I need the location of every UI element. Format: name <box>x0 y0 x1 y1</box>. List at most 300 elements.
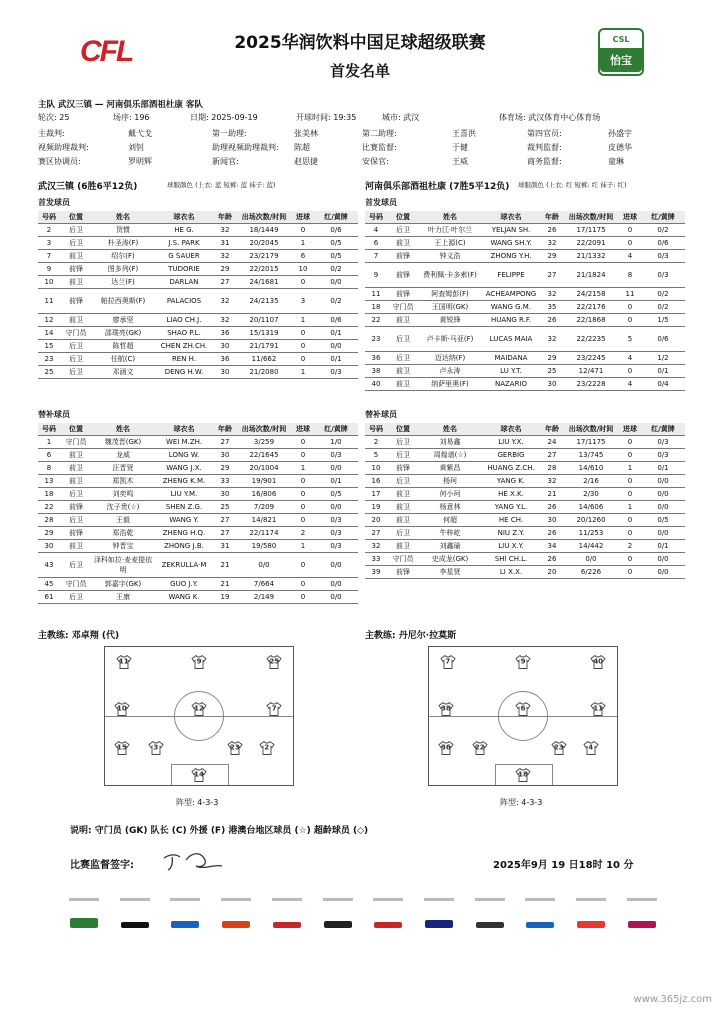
player-name: 纳萨里奥(F) <box>419 378 481 391</box>
player-goals: 1 <box>292 237 314 250</box>
column-header: 出场次数/时间 <box>563 423 619 436</box>
player-cards: 0/0 <box>314 276 358 289</box>
shirt-icon <box>515 702 531 717</box>
cfl-logo: CFL <box>80 35 133 68</box>
shirt-icon <box>583 740 599 755</box>
shirt-icon <box>515 768 531 783</box>
player-cards: 0/0 <box>314 501 358 514</box>
player-name: 郑凯木 <box>92 475 154 488</box>
column-header: 球衣名 <box>481 211 541 224</box>
home-starters-label: 首发球员 <box>38 198 70 207</box>
player-apps: 2/30 <box>563 488 619 501</box>
shirt-icon <box>148 740 164 755</box>
player-apps: 22/2176 <box>563 301 619 314</box>
table-row <box>365 540 685 553</box>
player-shirt: WANG K. <box>154 591 214 604</box>
shirt-icon <box>191 655 207 670</box>
player-goals: 0 <box>292 276 314 289</box>
official-label: 新闻官: <box>212 157 239 166</box>
column-header: 进球 <box>619 423 641 436</box>
player-age: 35 <box>541 301 563 314</box>
shirt-number: 7 <box>445 657 451 666</box>
player-shirt: ZHONG Y.H. <box>481 250 541 263</box>
handwritten-signature <box>160 846 230 874</box>
sponsor-logo <box>68 898 100 928</box>
player-no: 2 <box>38 224 60 237</box>
player-shirt: WEI M.ZH. <box>154 436 214 449</box>
player-name: 牛梓屹 <box>419 527 481 540</box>
player-no: 1 <box>38 436 60 449</box>
player-cards: 0/6 <box>641 237 685 250</box>
player-goals: 1 <box>292 462 314 475</box>
player-apps: 22/2235 <box>563 327 619 352</box>
player-cards: 0/0 <box>641 553 685 566</box>
player-shirt: HE X.K. <box>481 488 541 501</box>
table-row <box>365 527 685 540</box>
player-no: 25 <box>38 366 60 379</box>
player-name: 刘易鑫 <box>419 436 481 449</box>
sponsor-logo <box>271 898 303 928</box>
player-name: 阿查姆彭(F) <box>419 288 481 301</box>
player-cards: 0/6 <box>641 327 685 352</box>
player-apps: 21/1824 <box>563 263 619 288</box>
column-header: 位置 <box>60 211 92 224</box>
player-goals: 0 <box>619 527 641 540</box>
player-pos: 后卫 <box>387 327 419 352</box>
player-apps: 11/253 <box>563 527 619 540</box>
player-shirt: ACHEAMPONG <box>481 288 541 301</box>
player-apps: 21/1332 <box>563 250 619 263</box>
official-label: 赛区协调员: <box>38 157 81 166</box>
match-no: 场序: 196 <box>113 113 150 122</box>
player-apps: 14/821 <box>236 514 292 527</box>
player-age: 33 <box>214 475 236 488</box>
player-age: 30 <box>214 366 236 379</box>
player-cards: 0/3 <box>314 540 358 553</box>
player-apps: 22/2015 <box>236 263 292 276</box>
player-pos: 前锋 <box>387 288 419 301</box>
player-goals: 2 <box>292 527 314 540</box>
official-value: 王喜洪 <box>452 129 476 138</box>
player-shirt: NAZARIO <box>481 378 541 391</box>
player-no: 13 <box>38 475 60 488</box>
shirt-icon <box>515 655 531 670</box>
table-row <box>365 462 685 475</box>
player-apps: 7/664 <box>236 578 292 591</box>
table-row <box>38 263 358 276</box>
player-name: 黄紫昌 <box>419 462 481 475</box>
shirt-number: 36 <box>441 743 451 752</box>
player-goals: 8 <box>619 263 641 288</box>
column-header: 姓名 <box>92 423 154 436</box>
player-goals: 0 <box>619 224 641 237</box>
table-row <box>38 327 358 340</box>
player-shirt: G SAUER <box>154 250 214 263</box>
player-goals: 0 <box>619 514 641 527</box>
player-no: 17 <box>365 488 387 501</box>
player-no: 61 <box>38 591 60 604</box>
player-apps: 2/16 <box>563 475 619 488</box>
player-age: 27 <box>214 436 236 449</box>
player-shirt: SHAO P.L. <box>154 327 214 340</box>
player-age: 36 <box>214 327 236 340</box>
shirt-number: 11 <box>593 704 604 713</box>
player-pos: 前锋 <box>387 566 419 579</box>
column-header: 号码 <box>38 211 60 224</box>
player-name: 王康 <box>92 591 154 604</box>
player-apps: 15/1319 <box>236 327 292 340</box>
sponsor-logo <box>575 898 607 928</box>
shirt-icon <box>191 702 207 717</box>
table-row <box>38 276 358 289</box>
player-no: 40 <box>365 378 387 391</box>
player-shirt: REN H. <box>154 353 214 366</box>
player-name: 杨珂 <box>419 475 481 488</box>
player-no: 18 <box>38 488 60 501</box>
player-cards: 0/3 <box>641 449 685 462</box>
table-row <box>365 288 685 301</box>
player-pos: 后卫 <box>60 340 92 353</box>
player-goals: 0 <box>619 314 641 327</box>
official-label: 第一助理: <box>212 129 247 138</box>
table-row <box>365 301 685 314</box>
player-no: 6 <box>365 237 387 250</box>
player-no: 27 <box>365 527 387 540</box>
player-age: 32 <box>214 314 236 327</box>
shirt-icon <box>116 655 132 670</box>
shirt-number: 23 <box>553 743 564 752</box>
player-no: 4 <box>365 224 387 237</box>
shirt-number: 14 <box>194 770 204 779</box>
player-cards: 0/0 <box>641 566 685 579</box>
player-shirt: ZHONG J.B. <box>154 540 214 553</box>
table-row <box>365 488 685 501</box>
player-cards: 0/5 <box>314 237 358 250</box>
player-pos: 后卫 <box>387 449 419 462</box>
table-row <box>38 289 358 314</box>
player-goals: 0 <box>292 436 314 449</box>
official-value: 于健 <box>452 143 468 152</box>
sponsor-logo <box>423 898 455 928</box>
table-row <box>38 340 358 353</box>
player-shirt: LIAO CH.J. <box>154 314 214 327</box>
player-name: 王国明(GK) <box>419 301 481 314</box>
official-label: 比赛监督: <box>362 143 397 152</box>
player-no: 43 <box>38 553 60 578</box>
table-row <box>365 327 685 352</box>
column-header: 姓名 <box>92 211 154 224</box>
player-age: 32 <box>541 288 563 301</box>
player-no: 28 <box>38 514 60 527</box>
player-pos: 后卫 <box>387 224 419 237</box>
player-no: 36 <box>365 352 387 365</box>
sign-date: 2025年9月 19 日18时 10 分 <box>493 860 634 871</box>
player-age: 29 <box>214 263 236 276</box>
shirt-icon <box>472 740 488 755</box>
column-header: 年龄 <box>214 211 236 224</box>
player-cards: 0/3 <box>314 527 358 540</box>
table-row <box>38 314 358 327</box>
shirt-icon <box>590 655 606 670</box>
player-pos: 前卫 <box>60 276 92 289</box>
player-cards: 0/3 <box>314 366 358 379</box>
table-row <box>365 365 685 378</box>
sponsor-logo <box>474 898 506 928</box>
player-apps: 24/1681 <box>236 276 292 289</box>
player-shirt: FELIPPE <box>481 263 541 288</box>
player-name: 任航(C) <box>92 353 154 366</box>
player-cards: 0/1 <box>314 327 358 340</box>
shirt-number: 40 <box>593 657 604 666</box>
player-age: 27 <box>214 527 236 540</box>
page-title: 2025华润饮料中国足球超级联赛 <box>234 33 486 53</box>
player-age: 31 <box>214 237 236 250</box>
player-age: 29 <box>541 352 563 365</box>
column-header: 位置 <box>387 211 419 224</box>
official-value: 童琳 <box>608 157 624 166</box>
player-cards: 0/3 <box>641 263 685 288</box>
official-label: 主裁判: <box>38 129 65 138</box>
player-age: 26 <box>541 553 563 566</box>
player-goals: 0 <box>619 475 641 488</box>
player-name: 沈子贵(☆) <box>92 501 154 514</box>
shirt-icon <box>266 702 282 717</box>
player-apps: 16/806 <box>236 488 292 501</box>
player-name: 贺惯 <box>92 224 154 237</box>
sponsor-logo <box>119 898 151 928</box>
player-cards: 0/0 <box>641 488 685 501</box>
player-cards: 0/3 <box>641 436 685 449</box>
player-no: 10 <box>38 276 60 289</box>
player-pos: 后卫 <box>60 488 92 501</box>
player-age: 21 <box>214 578 236 591</box>
player-cards: 0/0 <box>314 578 358 591</box>
table-row <box>38 591 358 604</box>
player-no: 9 <box>365 263 387 288</box>
player-age: 32 <box>541 237 563 250</box>
player-cards: 0/2 <box>314 289 358 314</box>
player-apps: 19/901 <box>236 475 292 488</box>
shirt-icon <box>590 702 606 717</box>
player-age: 32 <box>214 224 236 237</box>
player-apps: 14/610 <box>563 462 619 475</box>
player-age: 28 <box>541 462 563 475</box>
player-name: 钟晋宝 <box>92 540 154 553</box>
player-cards: 0/0 <box>314 462 358 475</box>
column-header: 位置 <box>60 423 92 436</box>
table-row <box>38 540 358 553</box>
player-goals: 0 <box>292 475 314 488</box>
shirt-number: 2 <box>264 743 270 752</box>
player-goals: 0 <box>619 365 641 378</box>
player-goals: 0 <box>292 553 314 578</box>
player-goals: 0 <box>292 449 314 462</box>
player-goals: 0 <box>619 301 641 314</box>
player-shirt: HE G. <box>154 224 214 237</box>
player-age: 36 <box>214 353 236 366</box>
player-name: 邓涵文 <box>92 366 154 379</box>
player-age: 31 <box>214 540 236 553</box>
column-header: 年龄 <box>214 423 236 436</box>
player-age: 19 <box>214 591 236 604</box>
shirt-icon <box>440 655 456 670</box>
player-cards: 1/5 <box>641 314 685 327</box>
player-age: 27 <box>541 263 563 288</box>
player-pos: 前锋 <box>387 250 419 263</box>
player-apps: 21/2080 <box>236 366 292 379</box>
player-goals: 0 <box>619 237 641 250</box>
home-formation: 阵型: 4-3-3 <box>176 798 219 807</box>
player-cards: 0/2 <box>641 288 685 301</box>
player-apps: 20/1004 <box>236 462 292 475</box>
player-shirt: GUO J.Y. <box>154 578 214 591</box>
player-age: 25 <box>541 365 563 378</box>
player-no: 38 <box>365 365 387 378</box>
sponsor-logo-text: 怡宝 <box>600 48 642 72</box>
player-name: 何小珂 <box>419 488 481 501</box>
player-apps: 14/606 <box>563 501 619 514</box>
shirt-number: 10 <box>117 704 127 713</box>
column-header: 出场次数/时间 <box>236 211 292 224</box>
player-no: 23 <box>365 327 387 352</box>
player-cards: 0/1 <box>641 365 685 378</box>
player-shirt: WANG SH.Y. <box>481 237 541 250</box>
player-goals: 3 <box>292 289 314 314</box>
column-header: 红/黄牌 <box>314 423 358 436</box>
column-header: 红/黄牌 <box>641 423 685 436</box>
shirt-icon <box>438 740 454 755</box>
player-age: 21 <box>214 553 236 578</box>
player-no: 15 <box>38 340 60 353</box>
player-apps: 3/259 <box>236 436 292 449</box>
player-goals: 6 <box>292 250 314 263</box>
table-row <box>38 436 358 449</box>
player-pos: 后卫 <box>60 366 92 379</box>
player-no: 19 <box>365 501 387 514</box>
player-no: 2 <box>365 436 387 449</box>
player-pos: 前锋 <box>60 501 92 514</box>
table-row <box>38 488 358 501</box>
sponsor-logo <box>626 898 658 928</box>
player-shirt: HE CH. <box>481 514 541 527</box>
player-apps: 20/1260 <box>563 514 619 527</box>
player-shirt: ZHENG K.M. <box>154 475 214 488</box>
away-subs-label: 替补球员 <box>365 410 397 419</box>
home-kit: 球服颜色 (上衣: 蓝 短裤: 蓝 袜子: 蓝) <box>167 181 276 189</box>
player-age: 26 <box>541 527 563 540</box>
away-subs-table <box>365 423 685 579</box>
legend: 说明: 守门员 (GK) 队长 (C) 外援 (F) 港澳台地区球员 (☆) 超龄球员 (◇) <box>70 826 369 836</box>
player-cards: 0/0 <box>641 501 685 514</box>
table-row <box>365 514 685 527</box>
player-goals: 1 <box>619 462 641 475</box>
home-team-name: 武汉三镇 (6胜6平12负) <box>38 182 138 192</box>
match-date: 日期: 2025-09-19 <box>190 113 258 122</box>
table-row <box>365 314 685 327</box>
player-shirt: PALACIOS <box>154 289 214 314</box>
player-no: 18 <box>365 301 387 314</box>
official-label: 视频助理裁判: <box>38 143 89 152</box>
table-header-row <box>38 423 358 436</box>
player-apps: 20/2045 <box>236 237 292 250</box>
player-shirt: YANG K. <box>481 475 541 488</box>
player-shirt: DARLAN <box>154 276 214 289</box>
away-team-name: 河南俱乐部酒祖杜康 (7胜5平12负) <box>365 182 510 192</box>
player-name: 迈达纳(F) <box>419 352 481 365</box>
player-cards: 0/0 <box>314 340 358 353</box>
home-pitch <box>104 646 294 786</box>
shirt-icon <box>266 655 282 670</box>
player-apps: 2/149 <box>236 591 292 604</box>
round: 轮次: 25 <box>38 113 70 122</box>
player-name: 图多列(F) <box>92 263 154 276</box>
player-shirt: WANG Y. <box>154 514 214 527</box>
table-row <box>365 501 685 514</box>
player-cards: 0/6 <box>314 224 358 237</box>
player-name: 杨意林 <box>419 501 481 514</box>
player-apps: 24/2158 <box>563 288 619 301</box>
player-cards: 0/1 <box>314 353 358 366</box>
player-cards: 0/5 <box>314 488 358 501</box>
player-apps: 22/2091 <box>563 237 619 250</box>
player-name: 何超 <box>419 514 481 527</box>
player-cards: 0/2 <box>641 224 685 237</box>
player-no: 39 <box>365 566 387 579</box>
player-age: 29 <box>214 462 236 475</box>
player-name: 王上源(C) <box>419 237 481 250</box>
shirt-number: 9 <box>520 657 526 666</box>
player-name: 汪晋贤 <box>92 462 154 475</box>
player-apps: 0/0 <box>563 553 619 566</box>
player-name: 黄锐锋 <box>419 314 481 327</box>
player-pos: 后卫 <box>387 475 419 488</box>
player-cards: 0/3 <box>314 449 358 462</box>
player-goals: 0 <box>292 340 314 353</box>
player-goals: 2 <box>619 540 641 553</box>
player-age: 25 <box>214 501 236 514</box>
player-shirt: LIU Y.M. <box>154 488 214 501</box>
player-shirt: DENG H.W. <box>154 366 214 379</box>
player-age: 30 <box>214 488 236 501</box>
player-cards: 1/0 <box>314 436 358 449</box>
player-name: 卢永涛 <box>419 365 481 378</box>
player-no: 8 <box>38 462 60 475</box>
sponsor-logo <box>322 898 354 928</box>
player-pos: 前卫 <box>387 365 419 378</box>
player-age: 30 <box>214 340 236 353</box>
shirt-icon <box>227 740 243 755</box>
shirt-icon <box>551 740 567 755</box>
table-header-row <box>38 211 358 224</box>
player-name: 魏茂晋(GK) <box>92 436 154 449</box>
player-pos: 前锋 <box>60 263 92 276</box>
official-value: 孙盛宇 <box>608 129 632 138</box>
player-apps: 23/2245 <box>563 352 619 365</box>
player-shirt: SHEN Z.G. <box>154 501 214 514</box>
player-shirt: CHEN ZH.CH. <box>154 340 214 353</box>
official-label: 商务监督: <box>527 157 562 166</box>
column-header: 年龄 <box>541 211 563 224</box>
player-name: 廖承坚 <box>92 314 154 327</box>
player-shirt: ZHENG H.Q. <box>154 527 214 540</box>
player-goals: 0 <box>619 553 641 566</box>
player-age: 27 <box>541 449 563 462</box>
shirt-icon <box>259 740 275 755</box>
player-shirt: MAIDANA <box>481 352 541 365</box>
column-header: 姓名 <box>419 211 481 224</box>
player-pos: 前卫 <box>387 378 419 391</box>
column-header: 进球 <box>292 423 314 436</box>
